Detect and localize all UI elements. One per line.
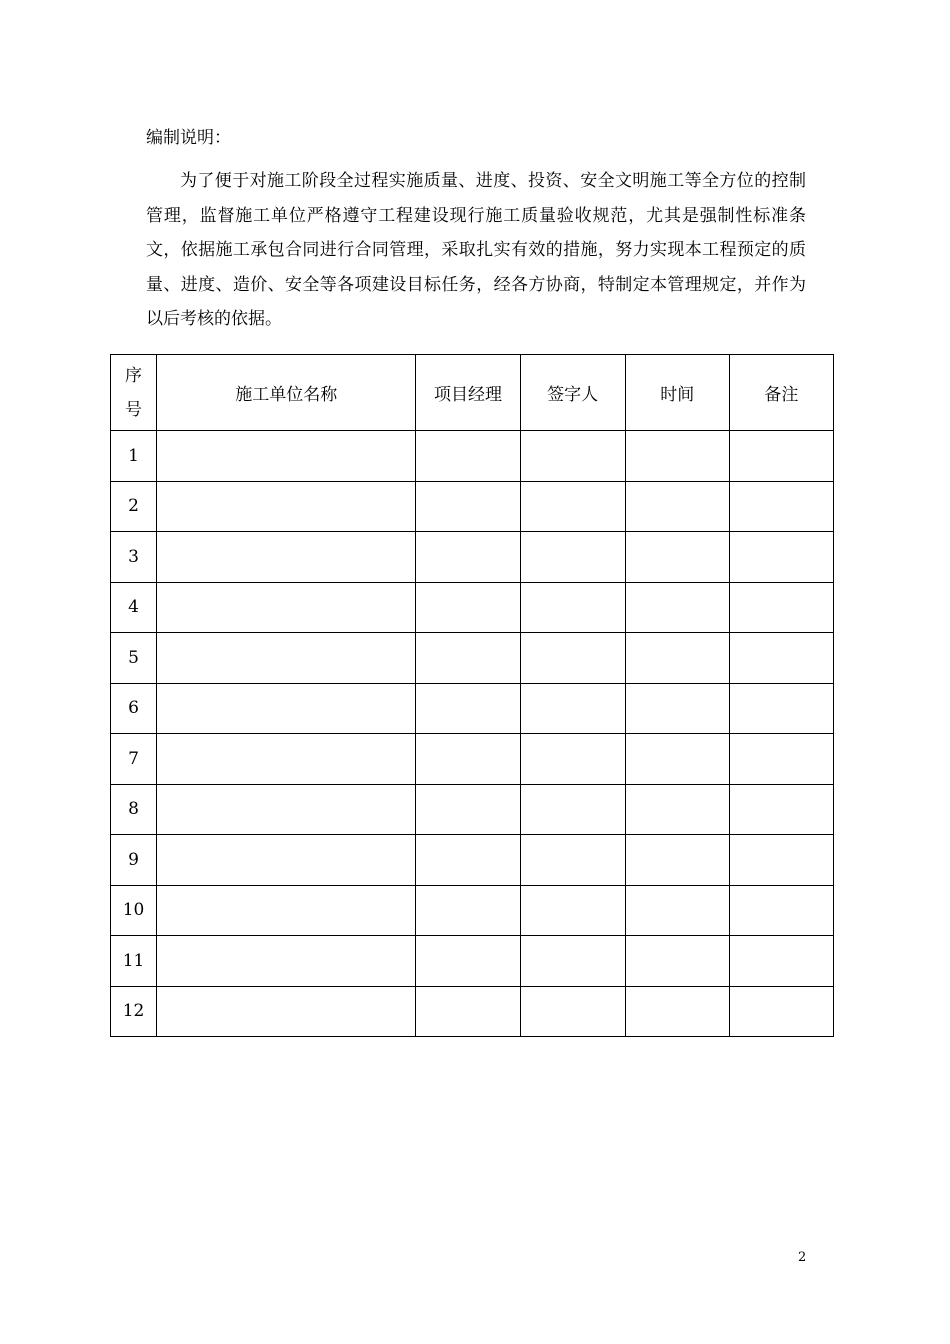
- project-manager-cell[interactable]: [416, 481, 520, 532]
- signer-cell[interactable]: [520, 481, 625, 532]
- signer-cell[interactable]: [520, 582, 625, 633]
- remarks-cell[interactable]: [729, 936, 833, 987]
- table-row: [111, 481, 834, 532]
- signer-cell[interactable]: [520, 633, 625, 684]
- header-remarks: 备注: [729, 355, 833, 431]
- remarks-cell[interactable]: [729, 885, 833, 936]
- intro-paragraph: 为了便于对施工阶段全过程实施质量、进度、投资、安全文明施工等全方位的控制管理，监督施工单位严格遵守工程建设现行施工质量验收规范，尤其是强制性标准条文，依据施工承包合同进行合同管理，采取扎实有效的措施，努力实现本工程预定的质量、进度、造价、安全等各项建设目标任务，经各方协商，特制定本管理规定，并作为以后考核的依据。: [146, 171, 806, 329]
- section-heading: 编制说明：: [146, 128, 231, 148]
- time-cell[interactable]: [625, 784, 729, 835]
- row-seq: 1: [111, 431, 157, 482]
- time-cell[interactable]: [625, 582, 729, 633]
- table-row: [111, 835, 834, 886]
- unit-name-cell[interactable]: [157, 734, 416, 785]
- row-seq: 4: [111, 582, 157, 633]
- row-seq: 6: [111, 683, 157, 734]
- unit-name-cell[interactable]: [157, 835, 416, 886]
- remarks-cell[interactable]: [729, 986, 833, 1037]
- table-row: [111, 936, 834, 987]
- header-time: 时间: [625, 355, 729, 431]
- project-manager-cell[interactable]: [416, 431, 520, 482]
- header-unit-name: 施工单位名称: [157, 355, 416, 431]
- table-row: [111, 532, 834, 583]
- unit-name-cell[interactable]: [157, 885, 416, 936]
- remarks-cell[interactable]: [729, 582, 833, 633]
- row-seq: 2: [111, 481, 157, 532]
- header-seq: [111, 355, 157, 431]
- remarks-cell[interactable]: [729, 835, 833, 886]
- unit-name-cell[interactable]: [157, 431, 416, 482]
- signer-cell[interactable]: [520, 784, 625, 835]
- time-cell[interactable]: [625, 936, 729, 987]
- table-row: [111, 986, 834, 1037]
- signer-cell[interactable]: [520, 835, 625, 886]
- unit-name-cell[interactable]: [157, 936, 416, 987]
- row-seq: 10: [111, 885, 157, 936]
- signer-cell[interactable]: [520, 986, 625, 1037]
- table-row: [111, 734, 834, 785]
- project-manager-cell[interactable]: [416, 986, 520, 1037]
- unit-name-cell[interactable]: [157, 986, 416, 1037]
- time-cell[interactable]: [625, 835, 729, 886]
- time-cell[interactable]: [625, 633, 729, 684]
- signer-cell[interactable]: [520, 885, 625, 936]
- remarks-cell[interactable]: [729, 431, 833, 482]
- remarks-cell[interactable]: [729, 784, 833, 835]
- row-seq: 3: [111, 532, 157, 583]
- signer-cell[interactable]: [520, 734, 625, 785]
- project-manager-cell[interactable]: [416, 683, 520, 734]
- time-cell[interactable]: [625, 986, 729, 1037]
- signer-cell[interactable]: [520, 683, 625, 734]
- project-manager-cell[interactable]: [416, 885, 520, 936]
- row-seq: 12: [111, 986, 157, 1037]
- unit-name-cell[interactable]: [157, 683, 416, 734]
- header-seq-line1: 序: [125, 365, 143, 386]
- row-seq: 9: [111, 835, 157, 886]
- signer-cell[interactable]: [520, 532, 625, 583]
- signer-cell[interactable]: [520, 431, 625, 482]
- time-cell[interactable]: [625, 431, 729, 482]
- table-header-row: [111, 355, 834, 431]
- signoff-table: [110, 354, 834, 1037]
- row-seq: 5: [111, 633, 157, 684]
- remarks-cell[interactable]: [729, 532, 833, 583]
- project-manager-cell[interactable]: [416, 633, 520, 684]
- row-seq: 7: [111, 734, 157, 785]
- page-number: 2: [798, 1250, 807, 1265]
- table-row: [111, 431, 834, 482]
- remarks-cell[interactable]: [729, 734, 833, 785]
- unit-name-cell[interactable]: [157, 582, 416, 633]
- project-manager-cell[interactable]: [416, 784, 520, 835]
- row-seq: 8: [111, 784, 157, 835]
- remarks-cell[interactable]: [729, 481, 833, 532]
- project-manager-cell[interactable]: [416, 835, 520, 886]
- header-seq-line2: 号: [125, 399, 143, 420]
- table-row: [111, 582, 834, 633]
- time-cell[interactable]: [625, 683, 729, 734]
- signer-cell[interactable]: [520, 936, 625, 987]
- header-project-manager: 项目经理: [416, 355, 520, 431]
- unit-name-cell[interactable]: [157, 633, 416, 684]
- project-manager-cell[interactable]: [416, 936, 520, 987]
- table-row: [111, 885, 834, 936]
- table-row: [111, 683, 834, 734]
- remarks-cell[interactable]: [729, 683, 833, 734]
- project-manager-cell[interactable]: [416, 532, 520, 583]
- remarks-cell[interactable]: [729, 633, 833, 684]
- project-manager-cell[interactable]: [416, 582, 520, 633]
- table-row: [111, 784, 834, 835]
- project-manager-cell[interactable]: [416, 734, 520, 785]
- row-seq: 11: [111, 936, 157, 987]
- table-row: [111, 633, 834, 684]
- time-cell[interactable]: [625, 885, 729, 936]
- header-signer: 签字人: [520, 355, 625, 431]
- unit-name-cell[interactable]: [157, 784, 416, 835]
- unit-name-cell[interactable]: [157, 481, 416, 532]
- time-cell[interactable]: [625, 734, 729, 785]
- time-cell[interactable]: [625, 532, 729, 583]
- unit-name-cell[interactable]: [157, 532, 416, 583]
- time-cell[interactable]: [625, 481, 729, 532]
